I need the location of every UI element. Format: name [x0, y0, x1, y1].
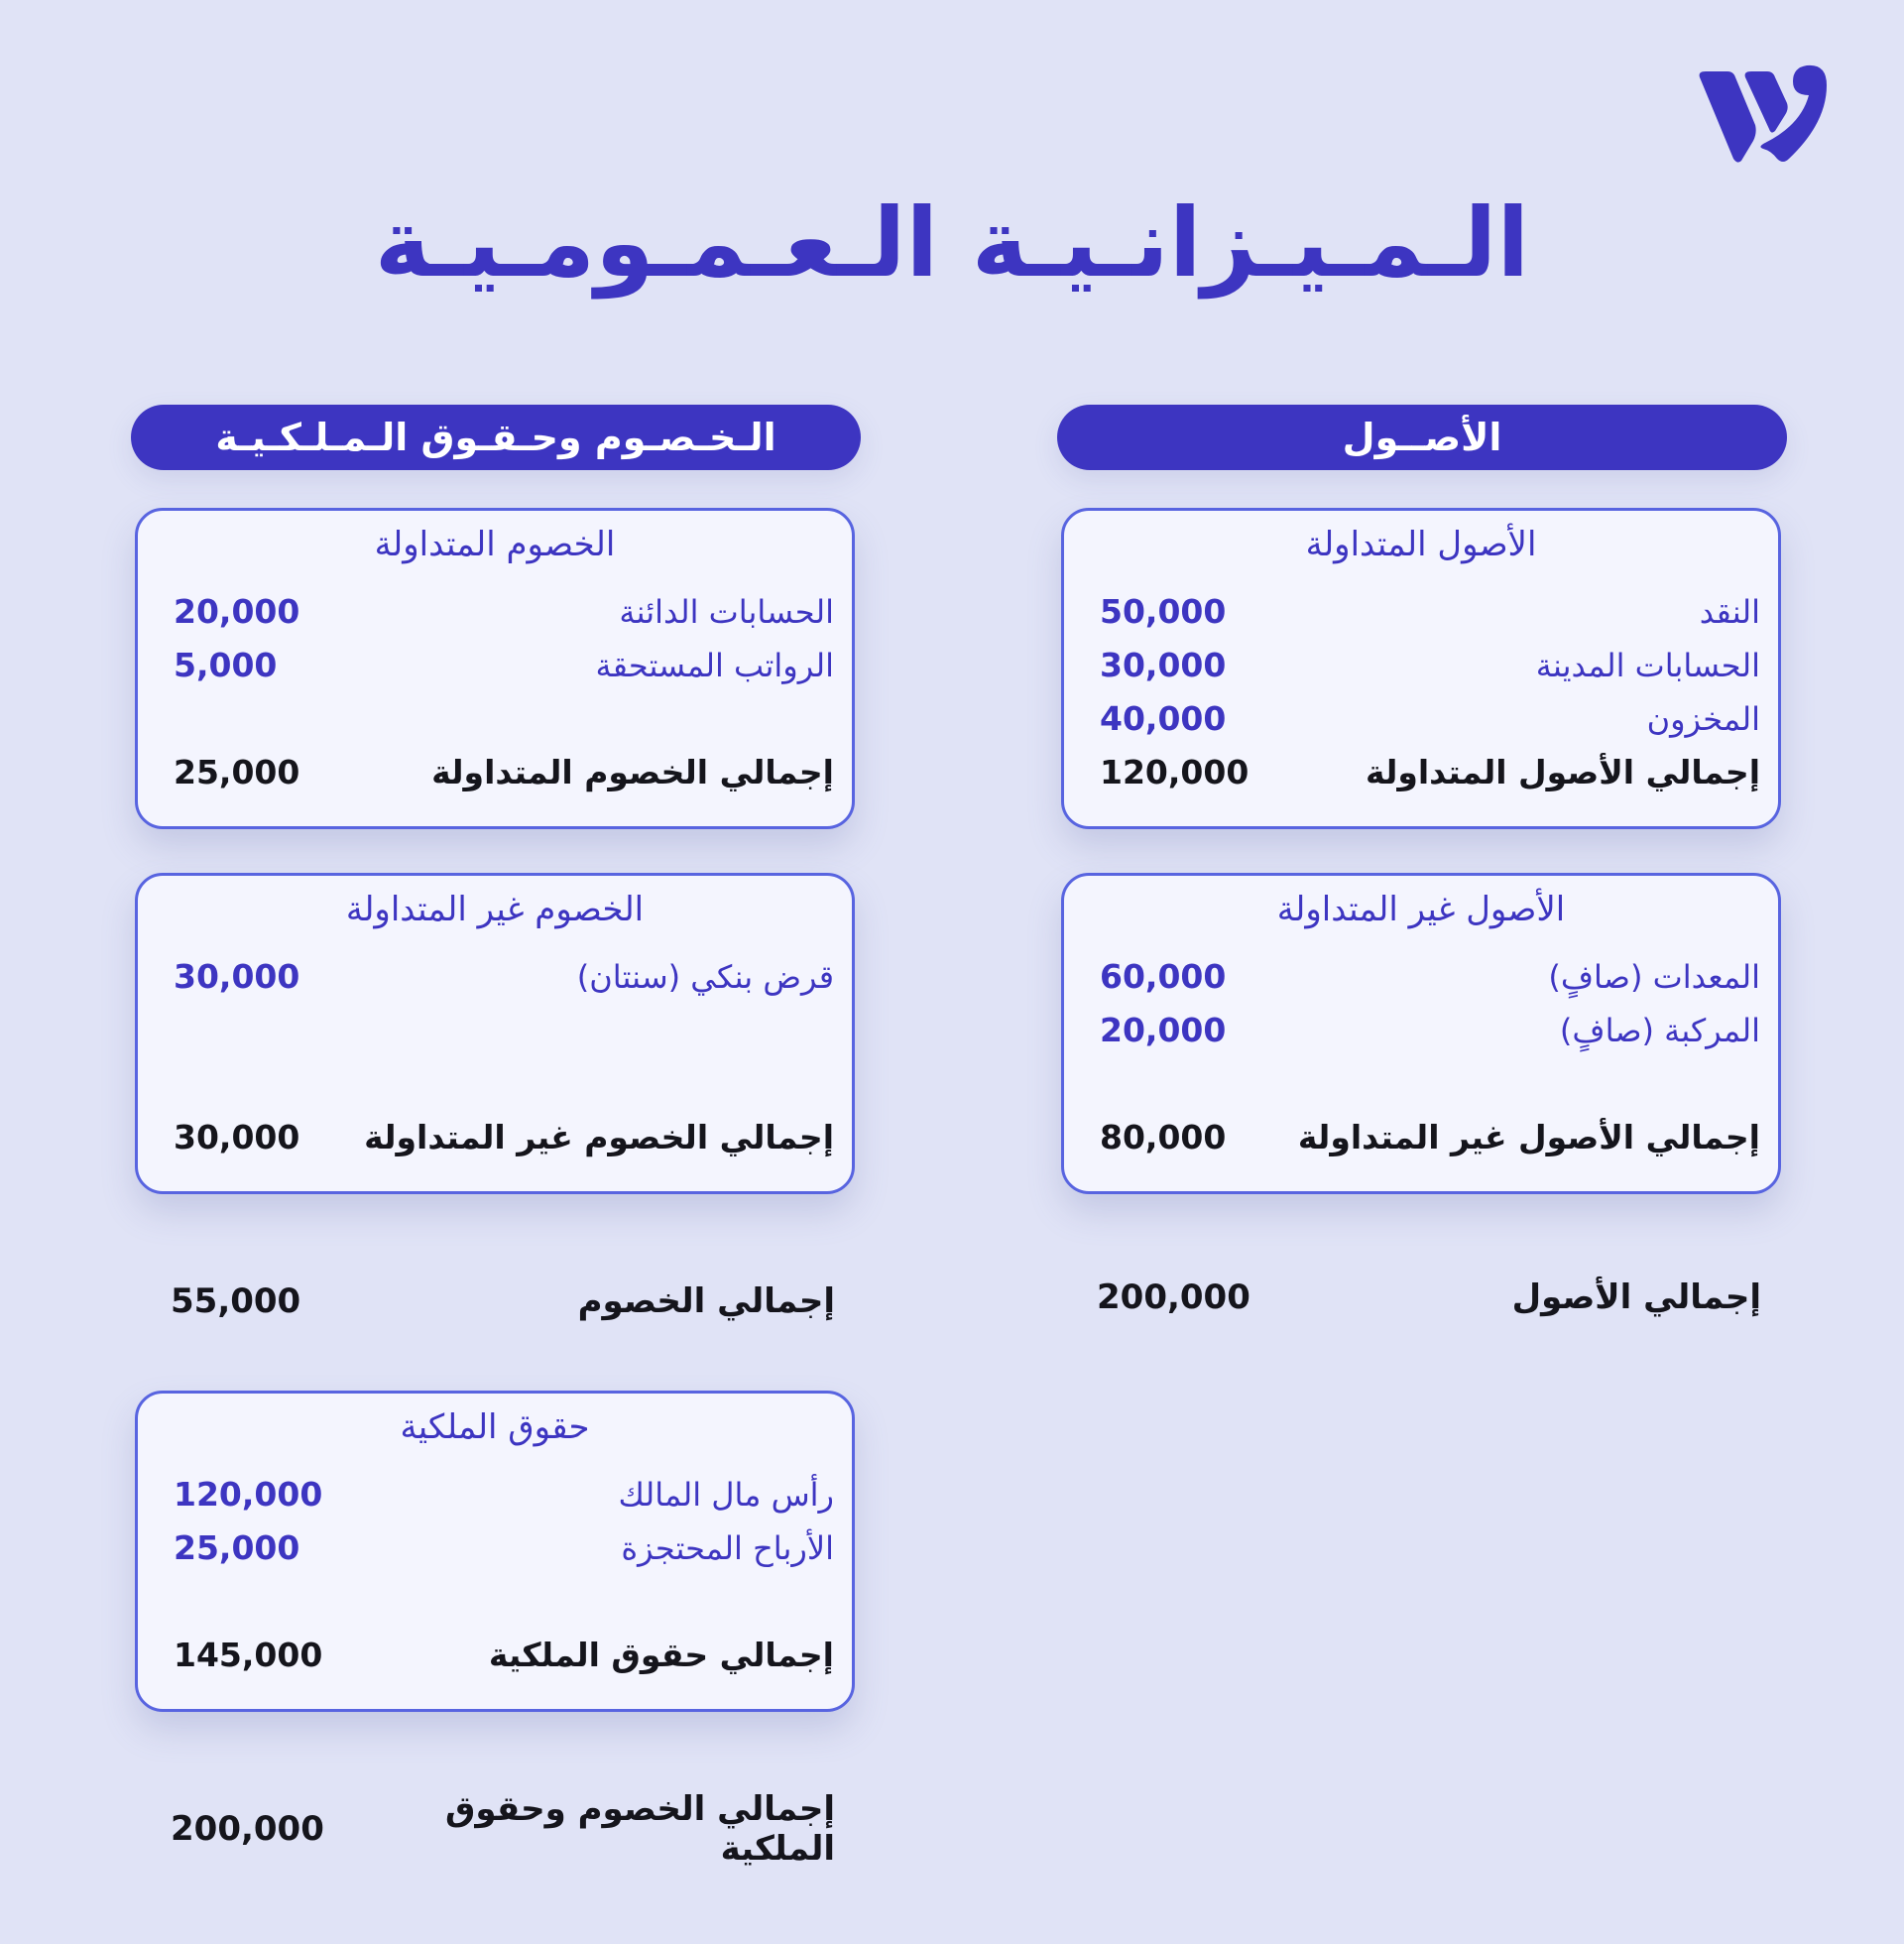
equity-card	[135, 1391, 855, 1712]
item-label: النقد	[1699, 592, 1760, 631]
subtotal-value: 145,000	[174, 1636, 323, 1674]
item-value: 30,000	[174, 957, 300, 996]
subtotal-row	[174, 1118, 834, 1156]
line-item	[174, 957, 834, 996]
line-item	[1100, 1011, 1760, 1049]
item-value: 30,000	[1100, 646, 1227, 684]
card-title: الأصول المتداولة	[1305, 525, 1537, 564]
item-label: المخزون	[1646, 699, 1760, 738]
assets-header: الأصــول	[1057, 405, 1787, 470]
total-assets-row	[1097, 1277, 1761, 1317]
line-item	[174, 1475, 834, 1514]
item-label: المركبة (صافٍ)	[1559, 1011, 1760, 1049]
subtotal-row	[1100, 1118, 1760, 1156]
non-current-assets-card	[1061, 873, 1781, 1194]
subtotal-label: إجمالي الخصوم المتداولة	[431, 753, 834, 791]
card-title: الخصوم المتداولة	[374, 525, 616, 564]
subtotal-value: 120,000	[1100, 753, 1250, 791]
card-title: حقوق الملكية	[400, 1407, 590, 1447]
item-value: 5,000	[174, 646, 278, 684]
item-value: 20,000	[1100, 1011, 1227, 1049]
line-item	[1100, 592, 1760, 631]
total-label: إجمالي الخصوم	[577, 1281, 835, 1321]
subtotal-value: 25,000	[174, 753, 300, 791]
total-value: 55,000	[171, 1281, 301, 1321]
line-item	[174, 592, 834, 631]
subtotal-label: إجمالي الخصوم غير المتداولة	[364, 1118, 834, 1156]
subtotal-value: 30,000	[174, 1118, 300, 1156]
item-value: 40,000	[1100, 699, 1227, 738]
item-label: الأرباح المحتجزة	[621, 1528, 834, 1567]
item-label: المعدات (صافٍ)	[1548, 957, 1760, 996]
liabilities-equity-column	[131, 405, 861, 1869]
item-label: الحسابات المدينة	[1535, 646, 1760, 684]
line-item	[174, 1528, 834, 1567]
subtotal-label: إجمالي الأصول غير المتداولة	[1297, 1118, 1760, 1156]
brand-logo-icon	[1698, 63, 1829, 167]
subtotal-value: 80,000	[1100, 1118, 1227, 1156]
subtotal-row	[174, 753, 834, 791]
item-label: الرواتب المستحقة	[595, 646, 834, 684]
item-value: 120,000	[174, 1475, 323, 1514]
item-value: 20,000	[174, 592, 300, 631]
item-label: رأس مال المالك	[618, 1475, 834, 1514]
total-label: إجمالي الخصوم وحقوق الملكية	[444, 1789, 835, 1869]
line-item	[174, 646, 834, 684]
non-current-liabilities-card	[135, 873, 855, 1194]
item-label: الحسابات الدائنة	[619, 592, 834, 631]
current-assets-card	[1061, 508, 1781, 829]
subtotal-label: إجمالي حقوق الملكية	[488, 1636, 834, 1674]
line-item	[1100, 699, 1760, 738]
line-item	[1100, 646, 1760, 684]
total-label: إجمالي الأصول	[1511, 1277, 1761, 1317]
line-item	[1100, 957, 1760, 996]
total-value: 200,000	[171, 1809, 324, 1849]
card-title: الخصوم غير المتداولة	[345, 890, 645, 929]
page-title: الـمـيـزانـيـة الـعـمـومـيـة	[374, 187, 1530, 299]
item-value: 60,000	[1100, 957, 1227, 996]
item-value: 50,000	[1100, 592, 1227, 631]
liabilities-equity-header: الـخـصـوم وحـقـوق الـمـلـكـيـة	[131, 405, 861, 470]
subtotal-row	[174, 1636, 834, 1674]
subtotal-row	[1100, 753, 1760, 791]
assets-column	[1057, 405, 1787, 1317]
total-liabilities-equity-row	[171, 1789, 835, 1869]
item-value: 25,000	[174, 1528, 300, 1567]
subtotal-label: إجمالي الأصول المتداولة	[1365, 753, 1760, 791]
total-value: 200,000	[1097, 1277, 1250, 1317]
current-liabilities-card	[135, 508, 855, 829]
item-label: قرض بنكي (سنتان)	[576, 957, 834, 996]
total-liabilities-row	[171, 1281, 835, 1321]
card-title: الأصول غير المتداولة	[1276, 890, 1566, 929]
